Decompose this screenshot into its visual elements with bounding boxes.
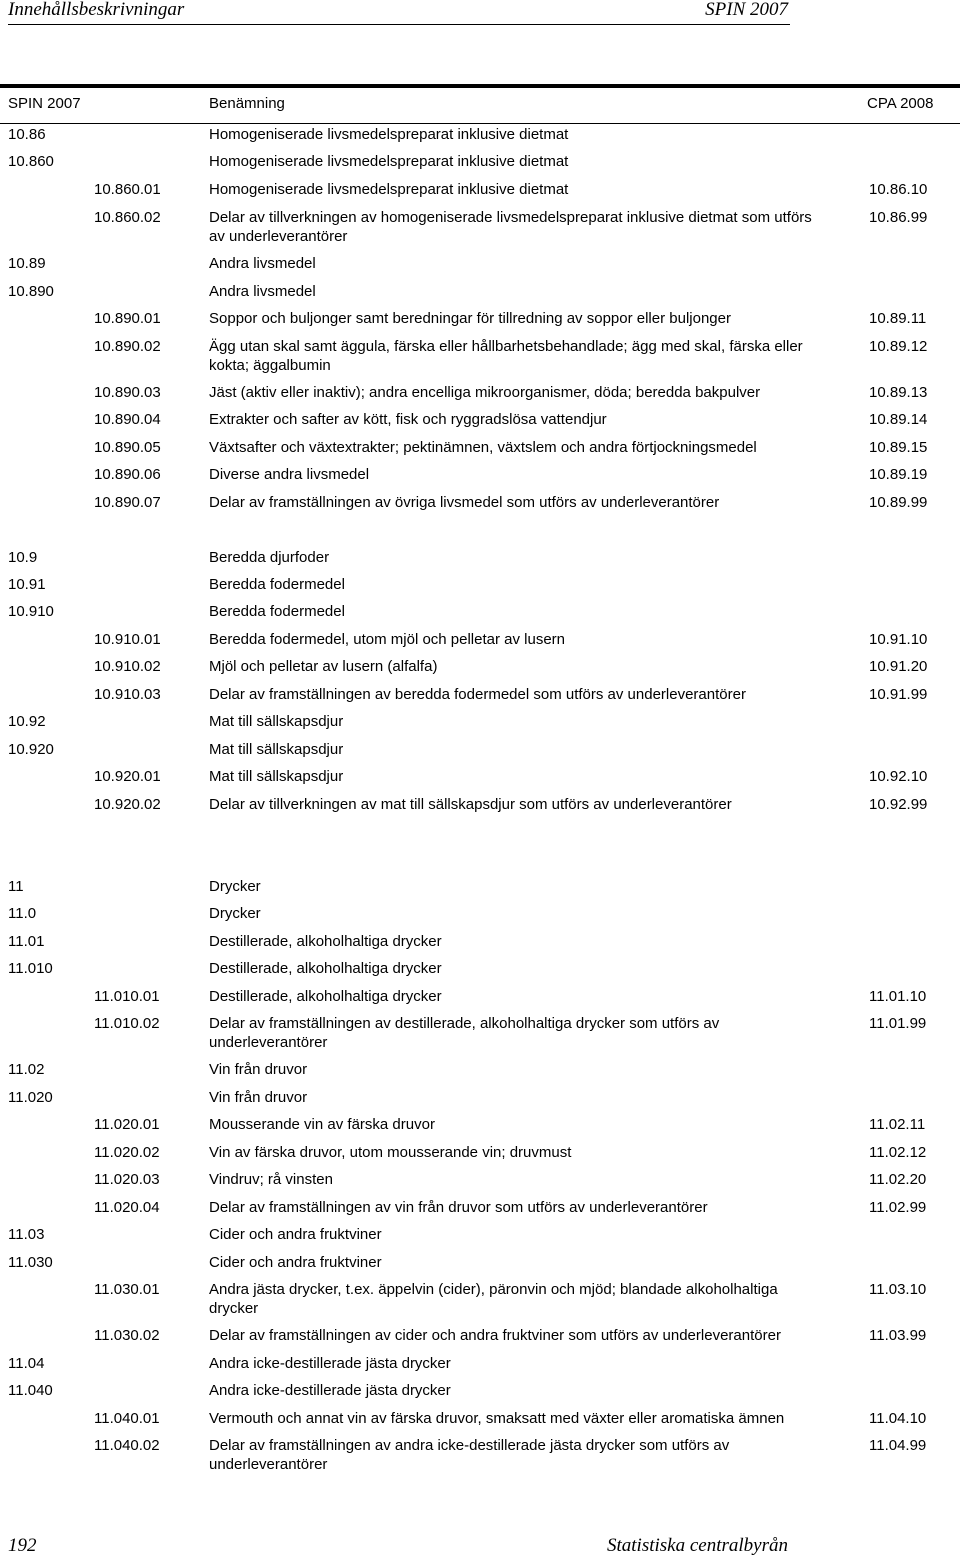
description: Delar av framställningen av destillerade, alkoholhaltiga drycker som utförs av underleverantörer <box>209 1015 720 1051</box>
code-level-1: 10.91 <box>8 576 46 593</box>
code-level-1: 11.0 <box>8 905 37 922</box>
running-header <box>8 0 790 25</box>
code-level-2: 11.020.04 <box>94 1199 160 1216</box>
description: Andra jästa drycker, t.ex. äppelvin (cider), päronvin och mjöd; blandade alkoholhaltiga drycker <box>209 1281 778 1317</box>
cpa-code: 10.89.14 <box>869 411 928 428</box>
code-level-1: 10.9 <box>8 549 38 566</box>
code-level-2: 11.020.01 <box>94 1116 160 1133</box>
description: Mousserande vin av färska druvor <box>209 1116 435 1133</box>
publisher-name: Statistiska centralbyrån <box>606 1535 788 1556</box>
description: Ägg utan skal samt äggula, färska eller hållbarhetsbehandlade; ägg med skal, färska eller kokta; äggalbumin <box>209 338 803 374</box>
description: Homogeniserade livsmedelspreparat inklusive dietmat <box>209 181 569 198</box>
code-level-2: 10.890.06 <box>94 466 161 483</box>
column-header-cpa: CPA 2008 <box>867 95 934 112</box>
code-level-2: 10.920.02 <box>94 796 161 813</box>
header-classification: SPIN 2007 <box>705 0 788 20</box>
code-level-1: 11.030 <box>8 1254 53 1271</box>
code-level-2: 10.890.02 <box>94 338 161 355</box>
description: Delar av framställningen av beredda fodermedel som utförs av underleverantörer <box>209 686 746 703</box>
description: Växtsafter och växtextrakter; pektinämnen, växtslem och andra förtjockningsmedel <box>209 439 757 456</box>
description: Delar av framställningen av andra icke-destillerade jästa drycker som utförs av underleverantörer <box>209 1437 730 1473</box>
cpa-code: 11.01.10 <box>869 988 927 1005</box>
description: Andra icke-destillerade jästa drycker <box>209 1382 451 1399</box>
code-level-1: 10.860 <box>8 153 54 170</box>
description: Homogeniserade livsmedelspreparat inklusive dietmat <box>209 153 569 170</box>
description: Vin av färska druvor, utom mousserande vin; druvmust <box>209 1144 572 1161</box>
description: Vin från druvor <box>209 1061 308 1078</box>
code-level-1: 10.92 <box>8 713 46 730</box>
cpa-code: 10.89.19 <box>869 466 928 483</box>
code-level-1: 11 <box>8 878 24 895</box>
cpa-code: 10.91.20 <box>869 658 928 675</box>
description: Beredda fodermedel <box>209 603 345 620</box>
cpa-code: 10.86.10 <box>869 181 928 198</box>
description: Drycker <box>209 905 261 922</box>
description: Destillerade, alkoholhaltiga drycker <box>209 933 442 950</box>
description: Andra livsmedel <box>209 255 316 272</box>
table-header-rule <box>0 123 960 124</box>
cpa-code: 10.89.15 <box>869 439 928 456</box>
cpa-code: 11.02.20 <box>869 1171 927 1188</box>
description: Beredda fodermedel, utom mjöl och pelletar av lusern <box>209 631 566 648</box>
column-header-name: Benämning <box>209 95 285 112</box>
code-level-2: 11.010.02 <box>94 1015 160 1032</box>
description: Delar av framställningen av övriga livsmedel som utförs av underleverantörer <box>209 494 720 511</box>
table-top-rule <box>0 84 960 88</box>
code-level-2: 10.890.03 <box>94 384 161 401</box>
description: Vermouth och annat vin av färska druvor, smaksatt med växter eller aromatiska ämnen <box>209 1410 785 1427</box>
code-level-2: 10.910.02 <box>94 658 161 675</box>
code-level-1: 10.890 <box>8 283 54 300</box>
cpa-code: 11.03.99 <box>869 1327 927 1344</box>
code-level-1: 10.910 <box>8 603 54 620</box>
description: Andra livsmedel <box>209 283 316 300</box>
page-number: 192 <box>8 1535 37 1556</box>
cpa-code: 10.89.13 <box>869 384 928 401</box>
description: Vin från druvor <box>209 1089 308 1106</box>
description: Delar av tillverkningen av mat till sällskapsdjur som utförs av underleverantörer <box>209 796 732 813</box>
code-level-1: 11.03 <box>8 1226 45 1243</box>
description: Destillerade, alkoholhaltiga drycker <box>209 988 442 1005</box>
cpa-code: 10.86.99 <box>869 209 928 226</box>
code-level-1: 11.020 <box>8 1089 53 1106</box>
description: Andra icke-destillerade jästa drycker <box>209 1355 451 1372</box>
description: Beredda djurfoder <box>209 549 330 566</box>
description: Cider och andra fruktviner <box>209 1226 382 1243</box>
cpa-code: 11.04.99 <box>869 1437 927 1454</box>
description: Soppor och buljonger samt beredningar för tillredning av soppor eller buljonger <box>209 310 731 327</box>
code-level-1: 10.920 <box>8 741 54 758</box>
cpa-code: 10.89.12 <box>869 338 928 355</box>
code-level-2: 10.920.01 <box>94 768 161 785</box>
description: Beredda fodermedel <box>209 576 345 593</box>
code-level-2: 10.860.01 <box>94 181 161 198</box>
cpa-code: 10.89.99 <box>869 494 928 511</box>
code-level-1: 11.010 <box>8 960 53 977</box>
cpa-code: 10.92.10 <box>869 768 928 785</box>
code-level-1: 10.86 <box>8 126 46 143</box>
code-level-2: 10.890.01 <box>94 310 161 327</box>
description: Extrakter och safter av kött, fisk och ryggradslösa vattendjur <box>209 411 607 428</box>
cpa-code: 11.03.10 <box>869 1281 927 1298</box>
code-level-2: 10.890.04 <box>94 411 161 428</box>
header-section-title: Innehållsbeskrivningar <box>8 0 185 20</box>
code-level-2: 11.020.02 <box>94 1144 160 1161</box>
code-level-2: 11.030.01 <box>94 1281 160 1298</box>
cpa-code: 11.02.12 <box>869 1144 927 1161</box>
cpa-code: 11.02.11 <box>869 1116 926 1133</box>
code-level-2: 10.910.01 <box>94 631 161 648</box>
cpa-code: 11.04.10 <box>869 1410 927 1427</box>
code-level-1: 11.040 <box>8 1382 53 1399</box>
description: Delar av tillverkningen av homogeniserade livsmedelspreparat inklusive dietmat som utförs av underleverantörer <box>209 209 812 245</box>
code-level-2: 11.040.02 <box>94 1437 160 1454</box>
description: Mat till sällskapsdjur <box>209 741 344 758</box>
cpa-code: 11.02.99 <box>869 1199 927 1216</box>
description: Mat till sällskapsdjur <box>209 768 344 785</box>
description: Vindruv; rå vinsten <box>209 1171 333 1188</box>
description: Homogeniserade livsmedelspreparat inklusive dietmat <box>209 126 569 143</box>
code-level-2: 11.030.02 <box>94 1327 160 1344</box>
code-level-2: 10.890.05 <box>94 439 161 456</box>
code-level-1: 11.04 <box>8 1355 45 1372</box>
code-level-1: 11.01 <box>8 933 45 950</box>
code-level-1: 10.89 <box>8 255 46 272</box>
code-level-1: 11.02 <box>8 1061 45 1078</box>
code-level-2: 10.860.02 <box>94 209 161 226</box>
description: Delar av framställningen av vin från druvor som utförs av underleverantörer <box>209 1199 708 1216</box>
description: Mjöl och pelletar av lusern (alfalfa) <box>209 658 438 675</box>
description: Diverse andra livsmedel <box>209 466 370 483</box>
code-level-2: 10.890.07 <box>94 494 161 511</box>
description: Jäst (aktiv eller inaktiv); andra encelliga mikroorganismer, döda; beredda bakpulver <box>209 384 761 401</box>
description: Drycker <box>209 878 261 895</box>
description: Cider och andra fruktviner <box>209 1254 382 1271</box>
cpa-code: 10.92.99 <box>869 796 928 813</box>
code-level-2: 11.040.01 <box>94 1410 160 1427</box>
code-level-2: 11.010.01 <box>94 988 160 1005</box>
code-level-2: 11.020.03 <box>94 1171 160 1188</box>
cpa-code: 11.01.99 <box>869 1015 927 1032</box>
description: Delar av framställningen av cider och andra fruktviner som utförs av underleverantörer <box>209 1327 781 1344</box>
description: Destillerade, alkoholhaltiga drycker <box>209 960 442 977</box>
cpa-code: 10.91.10 <box>869 631 928 648</box>
column-header-spin: SPIN 2007 <box>8 95 81 112</box>
cpa-code: 10.91.99 <box>869 686 928 703</box>
code-level-2: 10.910.03 <box>94 686 161 703</box>
cpa-code: 10.89.11 <box>869 310 927 327</box>
description: Mat till sällskapsdjur <box>209 713 344 730</box>
